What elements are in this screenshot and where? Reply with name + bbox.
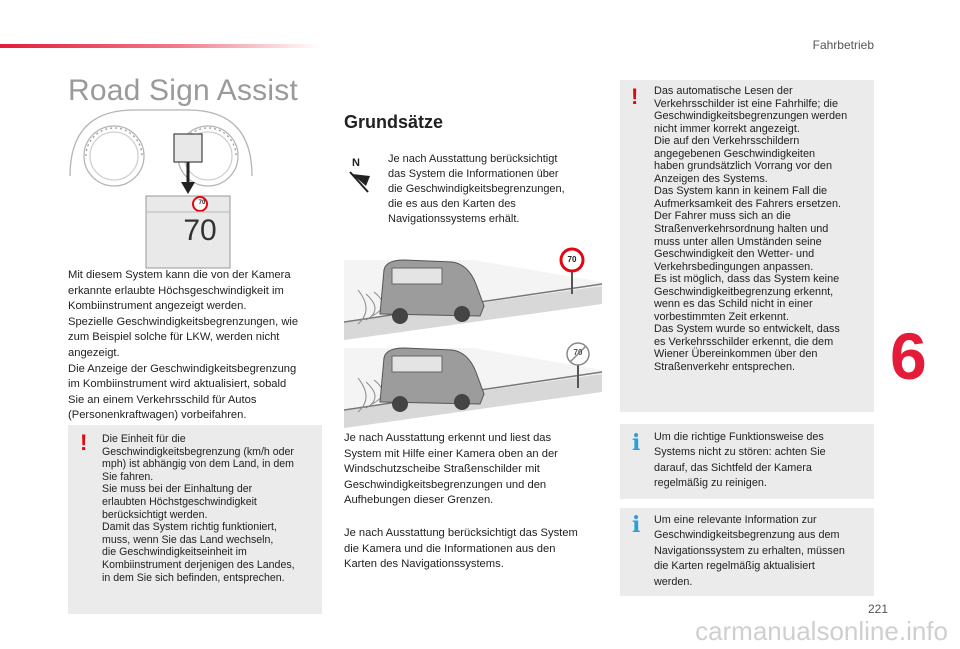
svg-text:N: N [352, 157, 360, 169]
warning-text-right: Das automatische Lesen der Verkehrsschilder ist eine Fahrhilfe; die Geschwindigkeitsbegrenzungen werden nicht immer korrekt angezeigt. Die auf den Verkehrsschildern angegebenen Geschwindigkeiten haben grundsätzlich Vorrang vor den Anzeigen des Systems. Das System kann in keinem Fall die Aufmerksamkeit des Fahrers ersetzen. Der Fahrer muss sich an die Straßenverkehrsordnung halten und muss unter allen Umständen seine Geschwindigkeit den Wetter- und Verkehrsbedingungen anpassen. Es ist möglich, dass das System keine Geschwindigkeitbegrenzung erkennt, wenn es das Schild nicht in einer vorbestimmten Zeit erkennt. Das System wurde so entwickelt, dass es Verkehrsschilder erkennt, die dem Wiener Übereinkommen über den Straßenverkehr entsprechen. [654, 85, 848, 374]
info-icon: i [632, 430, 641, 456]
navigation-text: Je nach Ausstattung berücksichtigt das System die Informationen über die Geschwindigkeitsbegrenzungen, die es aus den Karten des Navigationssystems erhält. [388, 153, 565, 225]
intro-text: Mit diesem System kann die von der Kamera erkannte erlaubte Höchsgeschwindigkeit im Kombiinstrument angezeigt werden. Spezielle Geschwindigkeitsbegrenzungen, wie zum Beispiel solche für LKW, werden nicht angezeigt. Die Anzeige der Geschwindigkeitsbegrenzung im Kombiinstrument wird aktualisiert, sobald Sie an einem Verkehrsschild für Autos (Personenkraftwagen) vorbeifahren. [68, 269, 299, 422]
section-heading: Grundsätze [344, 112, 444, 132]
info-text-1: Um die richtige Funktionsweise des Systems nicht zu stören: achten Sie darauf, das Sichtfeld der Kamera regelmäßig zu reinigen. [654, 431, 826, 490]
cluster-small-sign-value: 70 [198, 200, 206, 206]
cluster-speed-display: 70 [183, 214, 217, 247]
warning-icon: ! [631, 84, 639, 109]
instrument-cluster-illustration [66, 104, 256, 274]
middle-text-2: Je nach Ausstattung berücksichtigt das System die Kamera und die Informationen aus den Karten des Navigationssystems. [344, 527, 578, 571]
sign-2-value: 70 [573, 348, 583, 357]
navigation-north-icon [344, 152, 388, 196]
warning-text-left: Die Einheit für die Geschwindigkeitsbegrenzung (km/h oder mph) ist abhängig von dem Land, in dem Sie fahren. Sie muss bei der Einhaltung der erlaubten Höchstgeschwindigkeit berücksichtigt werden. Damit das System richtig funktioniert, muss, wenn Sie das Land wechseln, die Geschwindigkeitseinheit im Kombiinstrument derjenigen des Landes, in dem Sie sich befinden, entsprechen. [102, 433, 295, 584]
middle-text-1: Je nach Ausstattung erkennt und liest das System mit Hilfe einer Kamera oben an der Windschutzscheibe Straßenschilder mit Geschwindigkeitsbegrenzungen und den Aufhebungen dieser Grenzen. [344, 432, 558, 507]
page-number: 221 [867, 602, 888, 616]
page-title: Road Sign Assist [68, 74, 298, 107]
info-icon: i [632, 512, 641, 538]
chapter-number: 6 [890, 319, 927, 393]
warning-icon: ! [80, 430, 88, 455]
car-sign-illustration-2 [344, 332, 602, 428]
section-title: Fahrbetrieb [812, 38, 874, 52]
info-text-2: Um eine relevante Information zur Geschwindigkeitsbegrenzung aus dem Navigationssystem zu erhalten, müssen die Karten regelmäßig aktualisiert werden. [654, 514, 845, 588]
watermark: carmanualsonline.info [695, 616, 948, 646]
sign-1-value: 70 [567, 255, 577, 264]
header-accent-bar [0, 44, 320, 48]
